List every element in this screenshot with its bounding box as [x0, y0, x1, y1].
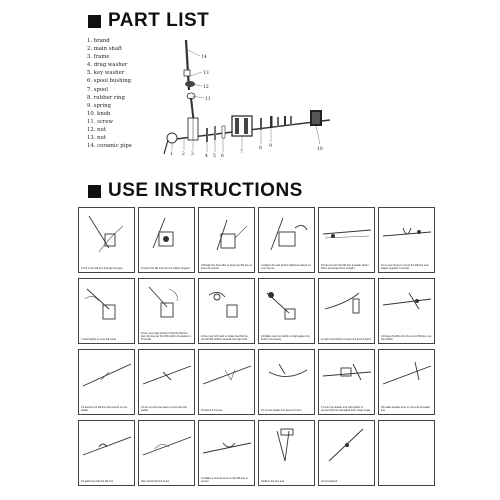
part-item: 4. drag washer: [87, 62, 128, 69]
step-caption: 9.Use your left hand to rotate the PE line, put the PR bobbin towards the right side: [201, 335, 249, 341]
part-item: 6. spool bushing: [87, 78, 132, 85]
step-caption: 2.Insert the PE line into the rubber stopper: [141, 267, 190, 270]
parts-list: [87, 37, 132, 150]
part-item: 11. screw: [87, 118, 113, 125]
part-item: 7. spool: [87, 86, 108, 93]
part-item: 5. key washer: [87, 70, 125, 77]
step-panel: [78, 420, 135, 486]
step-caption: 5.Pull out both the PE line & leader about 30cm and keep them straight: [321, 264, 369, 270]
callout: 13: [203, 71, 209, 76]
part-item: 12. nut: [87, 127, 107, 134]
step-illustration: [259, 350, 314, 398]
step-caption: 12.Keep 20-25cm for the end of PE line, put the bobbin: [381, 335, 432, 341]
exploded-parts-diagram: [160, 32, 345, 164]
step-caption: 22.Burn the line end: [261, 480, 285, 483]
part-item: 13. nut: [87, 135, 107, 142]
part-item: 3. frame: [87, 54, 110, 61]
step-caption: 3.Rotate the line roller to keep the PE line at least 20 rounds: [201, 264, 252, 270]
step-panel: [78, 349, 135, 415]
callout: 6: [221, 154, 224, 159]
step-panel: [258, 207, 315, 273]
step-illustration: [79, 421, 134, 469]
use-instructions-heading: [88, 180, 303, 202]
step-illustration: [79, 208, 134, 256]
step-panel: [258, 420, 315, 486]
callout: 5: [213, 154, 216, 159]
step-caption: 23.Completed: [321, 480, 338, 483]
callout: 8: [259, 146, 262, 151]
step-panel: [138, 207, 195, 273]
step-caption: 15.about 4-5 times: [201, 409, 223, 412]
callout: 4: [205, 154, 208, 159]
step-caption: 6.Let your finger to round the PE line and leader together 5 rounds: [381, 264, 429, 270]
step-illustration: [139, 350, 194, 398]
step-caption: 4.Adjust the side knob's tightness based on your line tie: [261, 264, 311, 270]
step-illustration: [199, 350, 254, 398]
part-list-title: PART LIST: [108, 10, 210, 31]
diagram-drawing: [164, 40, 330, 154]
step-panel: [318, 207, 375, 273]
step-panel: [198, 349, 255, 415]
callout: 11: [205, 97, 211, 102]
part-item: 8. rubber ring: [87, 94, 125, 101]
step-illustration: [259, 279, 314, 327]
step-panel: [258, 278, 315, 344]
step-caption: 17.burn the leader end with lighter to prevent PE line damaged from sharp angle: [321, 406, 371, 412]
step-panel: [198, 278, 255, 344]
step-illustration: [319, 208, 374, 256]
part-item: 10. knob: [87, 110, 111, 117]
part-item: 9. spring: [87, 102, 111, 109]
step-caption: 16.cut the leader line,keep 0.2-3cm: [261, 409, 302, 412]
step-illustration: [319, 350, 374, 398]
step-panel: [378, 207, 435, 273]
step-illustration: [139, 279, 194, 327]
step-illustration: [199, 421, 254, 469]
step-illustration: [379, 279, 434, 327]
step-panel: [78, 278, 135, 344]
step-caption: 8.Use your right hand to hold the PE line, spin the line per the PR bobbin clockwise 4-5 rounds: [141, 332, 192, 341]
step-panel: [138, 349, 195, 415]
step-illustration: [319, 279, 374, 327]
step-panel: [318, 349, 375, 415]
step-panel: [138, 278, 195, 344]
heading-square-icon: [88, 15, 101, 28]
step-caption: 7.Hold tightly so your left hand: [81, 338, 116, 341]
part-item: 14. ceramic pipe: [87, 143, 132, 150]
step-illustration: [139, 421, 194, 469]
use-instructions-title: USE INSTRUCTIONS: [108, 180, 303, 201]
step-panel: [318, 278, 375, 344]
part-list-heading: [88, 10, 209, 32]
step-illustration: [199, 279, 254, 327]
step-panel: [378, 420, 435, 486]
step-caption: 19.add knot with the PE line: [81, 480, 114, 483]
step-caption: 14.Go up and one down to knot with the leader: [141, 406, 187, 412]
step-illustration: [379, 350, 434, 398]
callout: 3: [191, 152, 194, 157]
step-illustration: [199, 208, 254, 256]
step-caption: 10.Make sure the bobbin is tight,adjust the knob if necessary: [261, 335, 310, 341]
step-illustration: [319, 421, 374, 469]
callout: 9: [269, 144, 272, 149]
callout: 2: [182, 152, 185, 157]
step-panel: [258, 349, 315, 415]
instruction-steps-grid: [78, 207, 438, 485]
callout: 12: [203, 85, 209, 90]
step-illustration: [379, 208, 434, 256]
step-illustration: [259, 421, 314, 469]
step-panel: [198, 420, 255, 486]
step-panel: [198, 207, 255, 273]
callout: 7: [240, 150, 243, 155]
step-illustration: [259, 208, 314, 256]
step-caption: 13.Secure the PE line with a knot on the leader: [81, 406, 128, 412]
callout: 1: [170, 152, 173, 157]
step-illustration: [139, 208, 194, 256]
step-caption: 20.it should be 5-8 times: [141, 480, 170, 483]
step-panel: [378, 278, 435, 344]
callout: 14: [201, 55, 207, 60]
step-caption: 18.make another knot on the end of leader line: [381, 406, 430, 412]
callout: 10: [317, 147, 323, 152]
step-caption: 11.Spin the bobbin to trace the knot 8-12cm: [321, 338, 372, 341]
heading-square-icon: [88, 185, 101, 198]
step-panel: [378, 349, 435, 415]
step-illustration: [79, 279, 134, 327]
part-item: 1. brand: [87, 38, 110, 44]
step-panel: [138, 420, 195, 486]
step-panel: [318, 420, 375, 486]
step-caption: 21.Make a reverse knot on the PE line to secure: [201, 477, 248, 483]
step-panel: [78, 207, 135, 273]
step-illustration: [79, 350, 134, 398]
part-item: 2. main shaft: [87, 46, 123, 53]
step-caption: 1.Put in the PE line through the pipe: [81, 267, 123, 270]
step-illustration: [379, 421, 434, 469]
